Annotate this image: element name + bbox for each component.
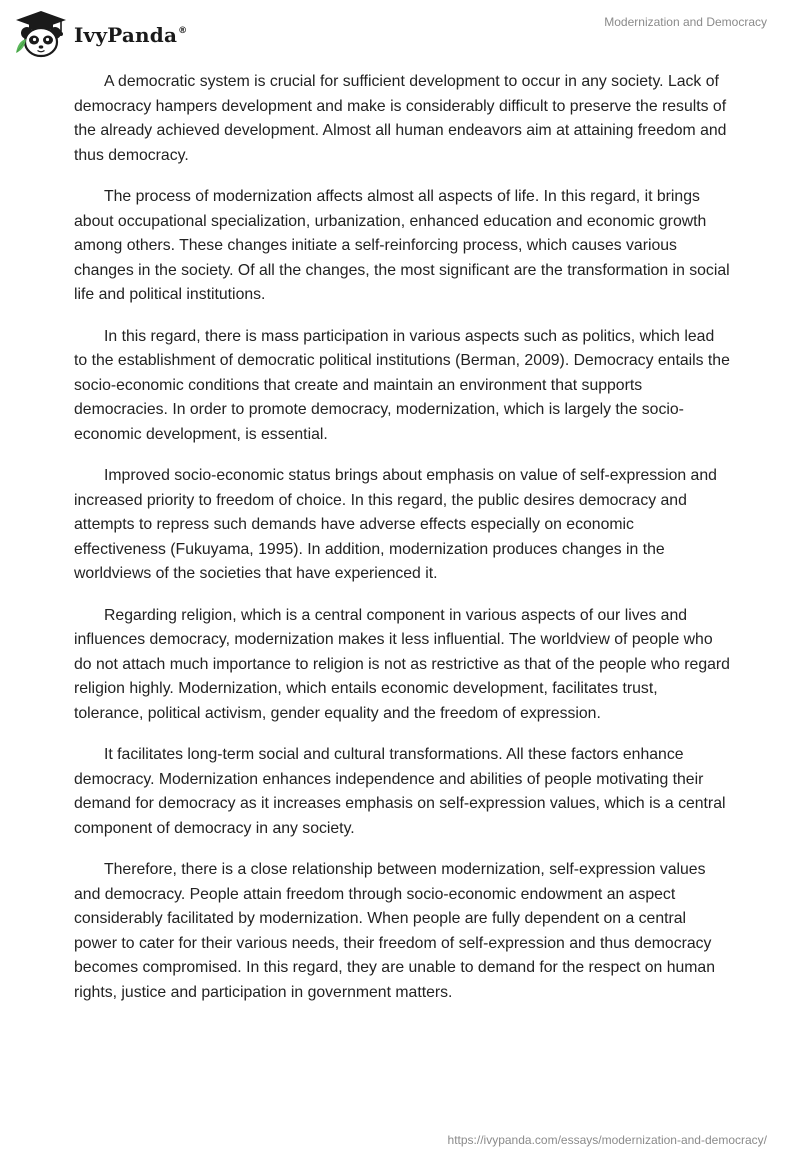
- paragraph-6: It facilitates long-term social and cultural transformations. All these factors enhance democracy. Modernization enhances independence and abilities of people motivating their demand for democracy as it increases emphasis on self-expression values, which is a central component of democracy in any society.: [74, 746, 726, 837]
- paragraph-1: A democratic system is crucial for sufficient development to occur in any society. Lack of democracy hampers development and make is considerably difficult to preserve the results of the already achieved development. Almost all human endeavors aim at attaining freedom and thus democracy.: [74, 73, 727, 164]
- brand-name: [74, 23, 187, 47]
- paragraph-2: The process of modernization affects almost all aspects of life. In this regard, it brings about occupational specialization, urbanization, enhanced education and economic growth among others. These changes initiate a self-reinforcing process, which causes various changes in the society. Of all the changes, the most significant are the transformation in social life and political institutions.: [74, 188, 730, 303]
- registered-mark: ®: [178, 26, 188, 36]
- panda-graduate-icon: [14, 9, 68, 59]
- running-title: Modernization and Democracy: [604, 15, 767, 29]
- page-header: [0, 0, 800, 70]
- paragraph-7: Therefore, there is a close relationship between modernization, self-expression values and democracy. People attain freedom through socio-economic endowment an aspect considerably facilitated by modernization. When people are fully dependent on a central power to cater for their various needs, their freedom of self-expression and thus democracy becomes compromised. In this regard, they are unable to demand for the respect on human rights, justice and participation in government matters.: [74, 861, 716, 1001]
- essay-body: [74, 70, 730, 1022]
- brand-name-text: IvyPanda: [74, 23, 178, 47]
- ivypanda-logo[interactable]: [14, 9, 187, 59]
- paragraph-4: Improved socio-economic status brings about emphasis on value of self-expression and increased priority to freedom of choice. In this regard, the public desires democracy and attempts to repress such demands have adverse effects especially on economic effectiveness (Fukuyama, 1995). In addition, modernization produces changes in the worldviews of the societies that have experienced it.: [74, 467, 717, 582]
- paragraph-3: In this regard, there is mass participation in various aspects such as politics, which lead to the establishment of democratic political institutions (Berman, 2009). Democracy entails the socio-economic conditions that create and maintain an environment that supports democracies. In order to promote democracy, modernization, which is largely the socio-economic development, is essential.: [74, 327, 730, 443]
- source-url-link[interactable]: https://ivypanda.com/essays/modernization-and-democracy/: [447, 1133, 767, 1147]
- paragraph-5: Regarding religion, which is a central component in various aspects of our lives and influences democracy, modernization makes it less influential. The worldview of people who do not attach much importance to religion is not as restrictive as that of the people who regard religion highly. Modernization, which entails economic development, facilitates trust, tolerance, political activism, gender equality and the freedom of expression.: [74, 606, 730, 722]
